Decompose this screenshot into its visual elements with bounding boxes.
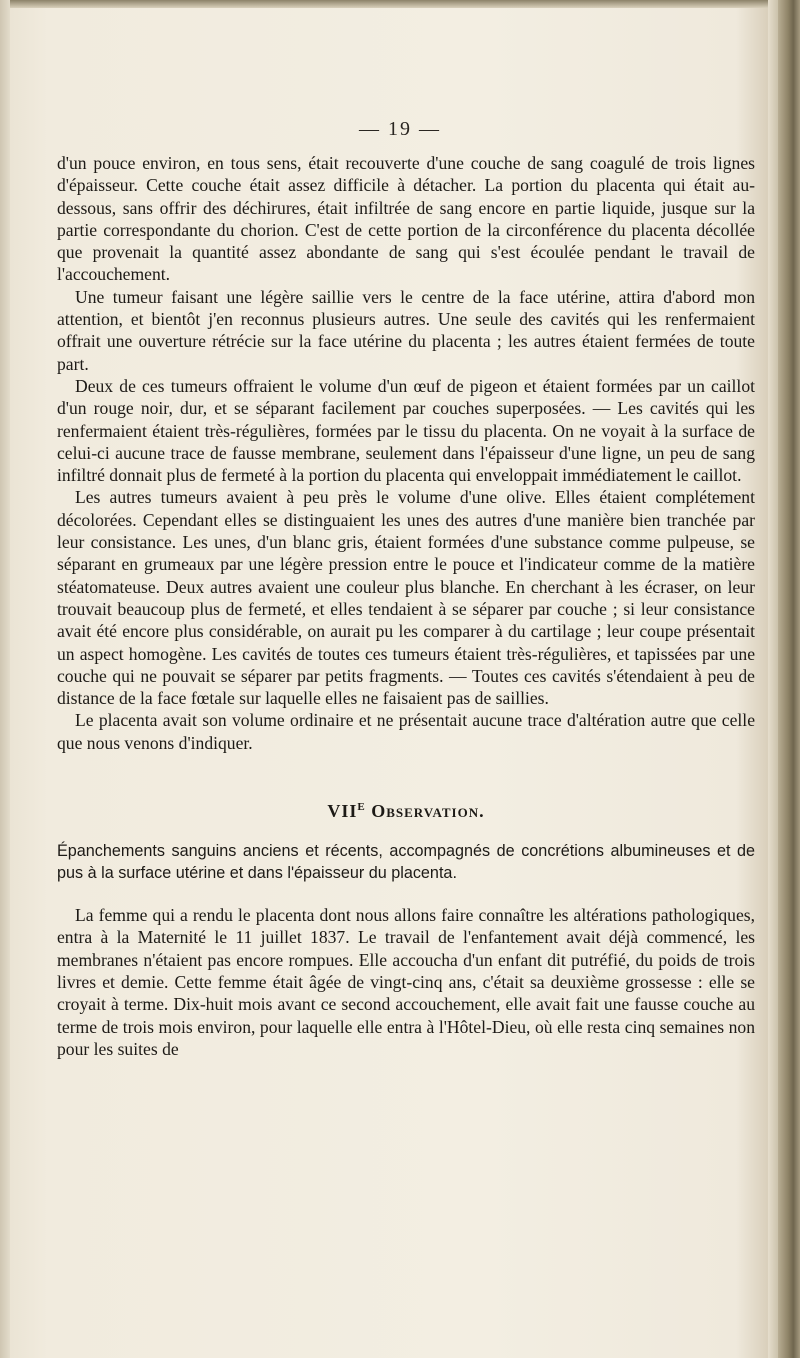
observation-number: VII	[327, 801, 358, 822]
spacer	[57, 884, 755, 904]
observation-summary: Épanchements sanguins anciens et récents, accompagnés de concrétions albumineuses et de pus à la surface utérine et dans l'épaisseur du placenta.	[57, 842, 755, 883]
page-left-edge	[0, 0, 10, 1358]
paragraph-4: Les autres tumeurs avaient à peu près le volume d'une olive. Elles étaient complétement décolorées. Cependant elles se distinguaient les unes des autres d'une manière bien tranchée par leur consistance. Les unes, d'un blanc gris, étaient formées d'une substance comme pulpeuse, se séparant en grumeaux par une légère pression entre le pouce et l'indicateur comme de la matière stéatomateuse. Deux autres avaient une couleur plus blanche. En cherchant à les écraser, on leur trouvait beaucoup plus de fermeté, et elles tendaient à se séparer par couche ; si leur consistance avait été encore plus considérable, on aurait pu les comparer à du cartilage ; leur coupe présentait un aspect homogène. Les cavités de toutes ces tumeurs étaient très-régulières, et tapissées par une couche qui ne pouvait se séparer par petits fragments. — Toutes ces cavités s'étendaient à peu de distance de la face fœtale sur laquelle elles ne faisaient pas de saillies.	[57, 487, 755, 709]
page-number: — 19 —	[359, 118, 441, 140]
paragraph-5: Le placenta avait son volume ordinaire et ne présentait aucune trace d'altération autre que celle que nous venons d'indiquer.	[57, 710, 755, 753]
observation-heading	[57, 798, 755, 822]
page-gutter-strip	[768, 0, 778, 1358]
paragraph-2: Une tumeur faisant une légère saillie vers le centre de la face utérine, attira d'abord mon attention, et bientôt j'en reconnus plusieurs autres. Une seule des cavités qui les renfermaient offrait une ouverture rétrécie sur la face utérine du placenta ; les autres étaient fermées de toute part.	[57, 286, 755, 374]
paragraph-final: La femme qui a rendu le placenta dont nous allons faire connaître les altérations pathologiques, entra à la Maternité le 11 juillet 1837. Le travail de l'enfantement avait déjà commencé, les membranes n'étaient pas encore rompues. Elle accoucha d'un enfant dit putréfié, du poids de trois livres et demie. Cette femme était âgée de vingt-cinq ans, c'était sa deuxième grossesse : elle se croyait à terme. Dix-huit mois avant ce second accouchement, elle avait fait une fausse couche au terme de trois mois environ, pour laquelle elle entra à l'Hôtel-Dieu, où elle resta cinq semaines non pour les suites de	[57, 905, 755, 1059]
paragraph-1: d'un pouce environ, en tous sens, était recouverte d'une couche de sang coagulé de trois lignes d'épaisseur. Cette couche était assez difficile à détacher. La portion du placenta qui était au-dessous, sans offrir des déchirures, était infiltrée de sang encore en partie liquide, jusque sur la partie correspondante du chorion. C'est de cette portion de la circonférence du placenta décollée que provenait la quantité assez abondante de sang qui s'est écoulée pendant le travail de l'accouchement.	[57, 153, 755, 285]
observation-title: Observation.	[371, 801, 485, 822]
page-content	[57, 112, 755, 1060]
page-top-edge	[0, 0, 800, 8]
observation-number-suffix: e	[357, 798, 366, 815]
paragraph-3: Deux de ces tumeurs offraient le volume d'un œuf de pigeon et étaient formées par un caillot d'un rouge noir, dur, et se séparant facilement par couches superposées. — Les cavités qui les renfermaient étaient très-régulières, formées par le tissu du placenta. On ne voyait à la surface de celui-ci aucune trace de fausse membrane, seulement dans l'épaisseur d'une ligne, un peu de sang infiltré donnait plus de fermeté à la portion du placenta qui enveloppait immédiatement le caillot.	[57, 375, 755, 486]
page-binding-edge	[778, 0, 800, 1358]
